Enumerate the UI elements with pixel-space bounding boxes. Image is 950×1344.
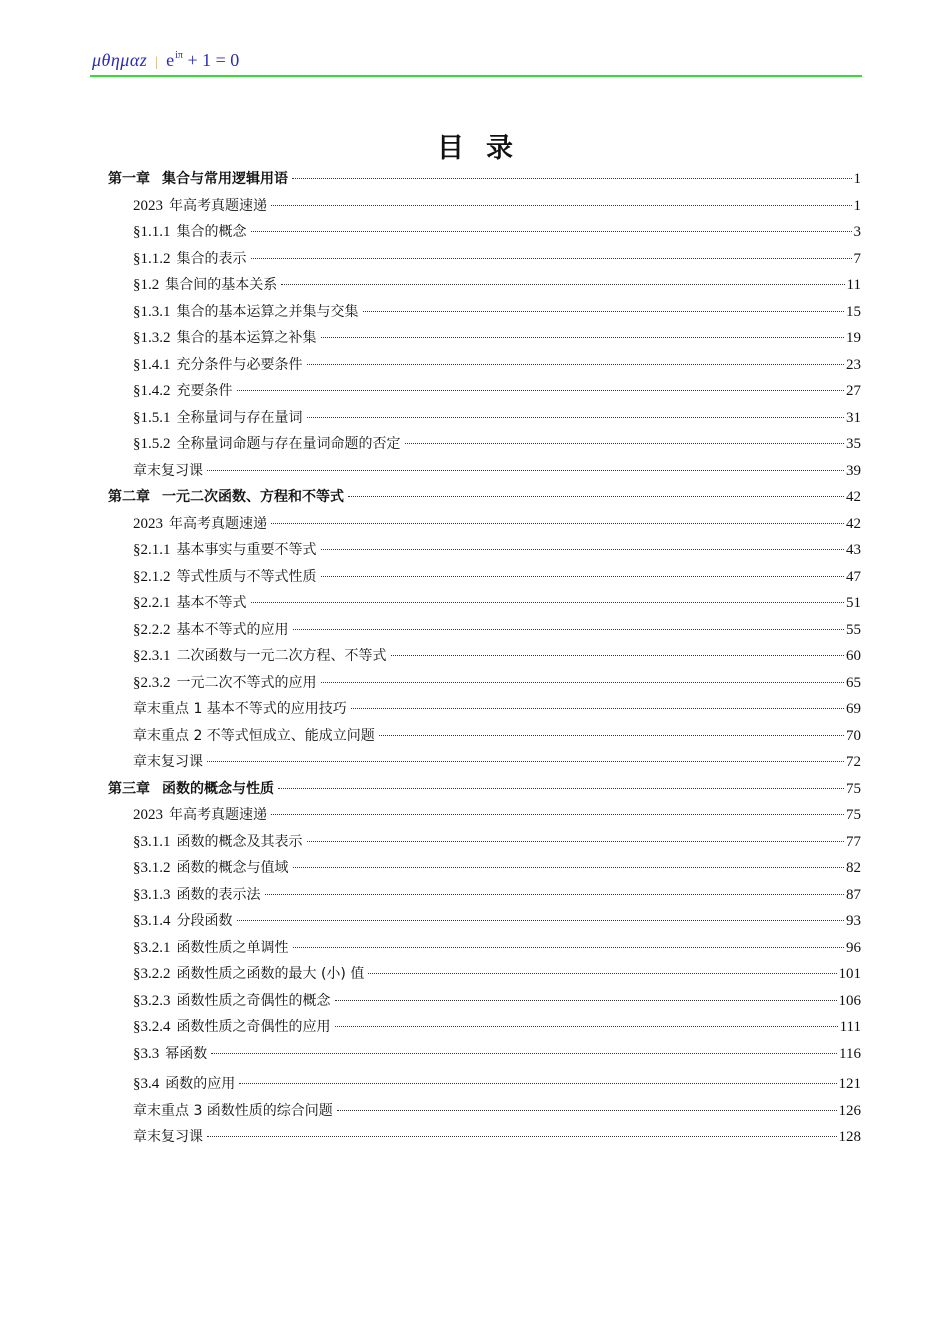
dot-leader [321,336,845,338]
toc-entry-title: 函数的概念及其表示 [176,833,303,850]
toc-section-entry[interactable] [108,696,861,723]
toc-section-entry[interactable] [108,325,861,352]
dot-leader [278,787,844,789]
toc-entry-label [133,1014,331,1041]
toc-entry-label [133,458,203,485]
toc-page-number: 72 [846,754,861,770]
toc-page-number: 82 [846,860,861,876]
toc-page-number: 47 [846,568,861,585]
toc-page-number: 7 [853,250,861,267]
toc-section-entry[interactable] [108,617,861,644]
toc-section-entry[interactable] [108,1071,861,1098]
toc-section-entry[interactable] [108,882,861,909]
dot-leader [363,310,845,312]
dot-leader [293,866,845,868]
dot-leader [337,1109,837,1111]
dot-leader [351,707,844,709]
dot-leader [321,575,845,577]
toc-page-number: 3 [853,224,861,240]
toc-entry-title: 章末重点 1 基本不等式的应用技巧 [133,701,347,717]
toc-entry-title: 等式性质与不等式性质 [176,568,317,585]
toc-page-number: 101 [838,966,861,982]
toc-section-entry[interactable] [108,219,861,246]
dot-leader [292,177,852,179]
dot-leader [251,601,845,603]
toc-entry-title: 章末重点 2 不等式恒成立、能成立问题 [133,727,375,744]
toc-section-entry[interactable] [108,908,861,935]
dot-leader [211,1052,837,1054]
toc-page-number: 75 [846,780,861,797]
toc-section-entry[interactable] [108,1014,861,1041]
toc-entry-title: 集合的表示 [176,250,247,267]
toc-entry-title: 集合的基本运算之并集与交集 [176,303,359,320]
toc-page-number: 42 [846,489,861,505]
toc-section-entry[interactable] [108,961,861,988]
toc-section-entry[interactable] [108,643,861,670]
dot-leader [321,548,845,550]
toc-chapter-entry[interactable] [108,484,861,511]
toc-entry-title: 年高考真题速递 [169,807,267,823]
toc-entry-title: 幂函数 [165,1045,208,1062]
toc-page-number: 116 [839,1045,861,1062]
toc-entry-number: §1.4.1 [133,356,171,373]
toc-entry-label [133,802,267,829]
toc-entry-label [133,723,375,750]
toc-entry-label [133,749,203,776]
toc-page-number: 31 [846,409,861,426]
toc-section-entry[interactable] [108,378,861,405]
toc-entry-title: 基本事实与重要不等式 [176,542,317,558]
toc-page-number: 43 [846,542,861,558]
toc-page-number: 1 [853,171,861,187]
toc-entry-title: 函数性质之奇偶性的概念 [176,992,331,1009]
toc-entry-label [133,431,401,458]
toc-page-number: 11 [846,277,861,293]
dot-leader [293,628,845,630]
dot-leader [281,283,844,285]
toc-entry-title: 章末复习课 [133,462,203,479]
toc-entry-label [108,166,288,193]
toc-entry-number: 2023 [133,197,163,214]
toc-entry-number: 第二章 [108,489,150,505]
dot-leader [307,840,845,842]
toc-entry-number: §2.3.1 [133,648,171,664]
toc-entry-number: §1.3.1 [133,303,171,320]
toc-entry-title: 函数性质之奇偶性的应用 [176,1019,331,1035]
toc-entry-title: 章末复习课 [133,1129,203,1145]
toc-entry-label [108,776,274,803]
toc-entry-label [133,246,247,273]
toc-page-number: 42 [846,515,861,532]
toc-section-entry[interactable] [108,829,861,856]
toc-page-number: 77 [846,833,861,850]
toc-section-entry[interactable] [108,935,861,962]
toc-entry-title: 集合间的基本关系 [165,277,278,293]
toc-entry-number: §3.4 [133,1076,160,1092]
toc-entry-title: 函数的概念与性质 [162,780,274,797]
dot-leader [265,893,845,895]
toc-entry-label [133,537,317,564]
toc-page-number: 93 [846,913,861,929]
toc-page-number: 111 [839,1019,861,1035]
toc-section-entry[interactable] [108,299,861,326]
toc-entry-label [133,988,331,1015]
dot-leader [368,972,836,974]
dot-leader [348,495,844,497]
toc-page-number: 75 [846,807,861,823]
page-title: 目录 [437,133,535,164]
toc-entry-label [133,1098,333,1125]
toc-section-entry[interactable] [108,855,861,882]
toc-entry-label [133,1071,235,1098]
dot-leader [307,416,845,418]
toc-entry-title: 函数的表示法 [176,886,261,903]
toc-entry-number: §3.1.1 [133,833,171,850]
toc-page-number: 15 [846,303,861,320]
toc-section-entry[interactable] [108,431,861,458]
toc-entry-label [133,590,247,617]
toc-section-entry[interactable] [108,723,861,750]
toc-section-entry[interactable] [108,1041,861,1068]
toc-entry-label [133,829,303,856]
euler-formula: $e^{i\pi} + 1 = 0$ [166,50,240,70]
brand-logo: μθημαz [92,50,148,70]
dot-leader [237,919,845,921]
toc-section-entry[interactable] [108,511,861,538]
toc-page-number: 121 [838,1076,861,1092]
toc-entry-label [133,855,289,882]
toc-entry-label [133,961,364,988]
toc-chapter-entry[interactable] [108,776,861,803]
toc-page-number: 87 [846,886,861,903]
toc-entry-number: 2023 [133,807,163,823]
toc-section-entry[interactable] [108,564,861,591]
toc-section-entry[interactable] [108,193,861,220]
toc-entry-title: 年高考真题速递 [169,515,267,532]
dot-leader [237,389,845,391]
toc-entry-label [133,617,289,644]
toc-entry-label [133,1041,207,1068]
toc-page-number: 19 [846,330,861,346]
toc-section-entry[interactable] [108,670,861,697]
toc-entry-title: 分段函数 [176,913,233,929]
toc-section-entry[interactable] [108,272,861,299]
toc-entry-label [133,670,317,697]
toc-entry-number: 第一章 [108,171,150,187]
toc-entry-label [133,1124,203,1151]
dot-leader [335,1025,838,1027]
dot-leader [251,257,852,259]
toc-entry-title: 集合的基本运算之补集 [176,330,317,346]
dot-leader [271,522,844,524]
toc-page-number: 39 [846,462,861,479]
toc-page-number: 51 [846,595,861,611]
toc-entry-number: §1.1.2 [133,250,171,267]
toc-entry-label [108,484,344,511]
toc-entry-number: §3.2.1 [133,939,171,956]
toc-page-number: 106 [838,992,861,1009]
toc-page-number: 96 [846,939,861,956]
toc-entry-number: §3.2.2 [133,966,171,982]
toc-entry-label [133,511,267,538]
toc-entry-number: §2.3.2 [133,674,171,691]
toc-section-entry[interactable] [108,590,861,617]
dot-leader [207,469,844,471]
toc-page-number: 128 [838,1129,861,1145]
dot-leader [207,760,844,762]
toc-section-entry[interactable] [108,802,861,829]
dot-leader [335,999,837,1001]
toc-entry-label [133,564,317,591]
dot-leader [391,654,845,656]
toc-section-entry[interactable] [108,749,861,776]
toc-section-entry[interactable] [108,246,861,273]
dot-leader [207,1135,837,1137]
toc-entry-number: §2.1.2 [133,568,171,585]
toc-section-entry[interactable] [108,537,861,564]
toc-page-number: 55 [846,621,861,638]
toc-entry-title: 基本不等式 [176,595,247,611]
toc-entry-label [133,219,247,246]
toc-entry-title: 集合与常用逻辑用语 [162,171,288,187]
toc-entry-number: §1.4.2 [133,383,171,399]
toc-entry-number: §1.5.2 [133,436,171,452]
toc-entry-number: §2.2.2 [133,621,171,638]
dot-leader [271,204,852,206]
toc-entry-label [133,882,261,909]
toc-entry-title: 函数的应用 [165,1076,236,1092]
toc-entry-number: §1.5.1 [133,409,171,426]
toc-entry-title: 充分条件与必要条件 [176,356,303,373]
toc-entry-title: 集合的概念 [176,224,247,240]
dot-leader [307,363,845,365]
toc-entry-number: §3.1.3 [133,886,171,903]
toc-section-entry[interactable] [108,405,861,432]
dot-leader [321,681,845,683]
toc-entry-label [133,352,303,379]
toc-page-number: 126 [838,1102,861,1119]
toc-entry-number: §1.1.1 [133,224,171,240]
toc-page-number: 70 [846,727,861,744]
toc-entry-title: 章末复习课 [133,754,203,770]
toc-section-entry[interactable] [108,352,861,379]
toc-entry-title: 一元二次不等式的应用 [176,674,317,691]
toc-section-entry[interactable] [108,1098,861,1125]
page-header [92,50,239,76]
toc-page-number: 27 [846,383,861,399]
dot-leader [271,813,844,815]
header-separator: | [155,55,159,70]
toc-entry-title: 函数性质之单调性 [176,939,289,956]
toc-entry-label [133,908,233,935]
toc-entry-title: 全称量词命题与存在量词命题的否定 [176,436,401,452]
dot-leader [239,1082,836,1084]
toc-section-entry[interactable] [108,1124,861,1151]
toc-page-number: 60 [846,648,861,664]
toc-entry-number: §3.3 [133,1045,160,1062]
toc-entry-label [133,193,267,220]
toc-entry-number: 2023 [133,515,163,532]
table-of-contents [108,166,861,1151]
toc-entry-label [133,272,277,299]
toc-entry-label [133,935,289,962]
dot-leader [405,442,845,444]
toc-entry-title: 二次函数与一元二次方程、不等式 [176,648,387,664]
toc-entry-title: 基本不等式的应用 [176,621,289,638]
toc-entry-number: §1.2 [133,277,160,293]
toc-page-number: 35 [846,436,861,452]
toc-entry-number: 第三章 [108,780,150,797]
toc-entry-number: §2.1.1 [133,542,171,558]
toc-page-number: 23 [846,356,861,373]
toc-entry-title: 函数的概念与值域 [176,860,289,876]
toc-page-number: 1 [853,197,861,214]
toc-entry-number: §3.2.3 [133,992,171,1009]
toc-section-entry[interactable] [108,988,861,1015]
toc-entry-title: 一元二次函数、方程和不等式 [162,489,344,505]
toc-entry-number: §3.2.4 [133,1019,171,1035]
toc-entry-label [133,325,317,352]
toc-entry-number: §1.3.2 [133,330,171,346]
toc-section-entry[interactable] [108,458,861,485]
toc-entry-label [133,643,387,670]
dot-leader [293,946,845,948]
header-rule [90,75,862,77]
toc-entry-title: 年高考真题速递 [169,197,267,214]
toc-entry-label [133,696,347,723]
toc-entry-number: §3.1.4 [133,913,171,929]
toc-entry-title: 函数性质之函数的最大 (小) 值 [176,966,365,982]
toc-entry-label [133,405,303,432]
toc-page-number: 65 [846,674,861,691]
dot-leader [251,230,852,232]
toc-entry-number: §3.1.2 [133,860,171,876]
toc-entry-title: 章末重点 3 函数性质的综合问题 [133,1102,333,1119]
dot-leader [379,734,844,736]
toc-entry-title: 充要条件 [176,383,233,399]
toc-entry-title: 全称量词与存在量词 [176,409,303,426]
toc-chapter-entry[interactable] [108,166,861,193]
toc-entry-label [133,299,359,326]
toc-entry-number: §2.2.1 [133,595,171,611]
toc-page-number: 69 [846,701,861,717]
toc-entry-label [133,378,233,405]
